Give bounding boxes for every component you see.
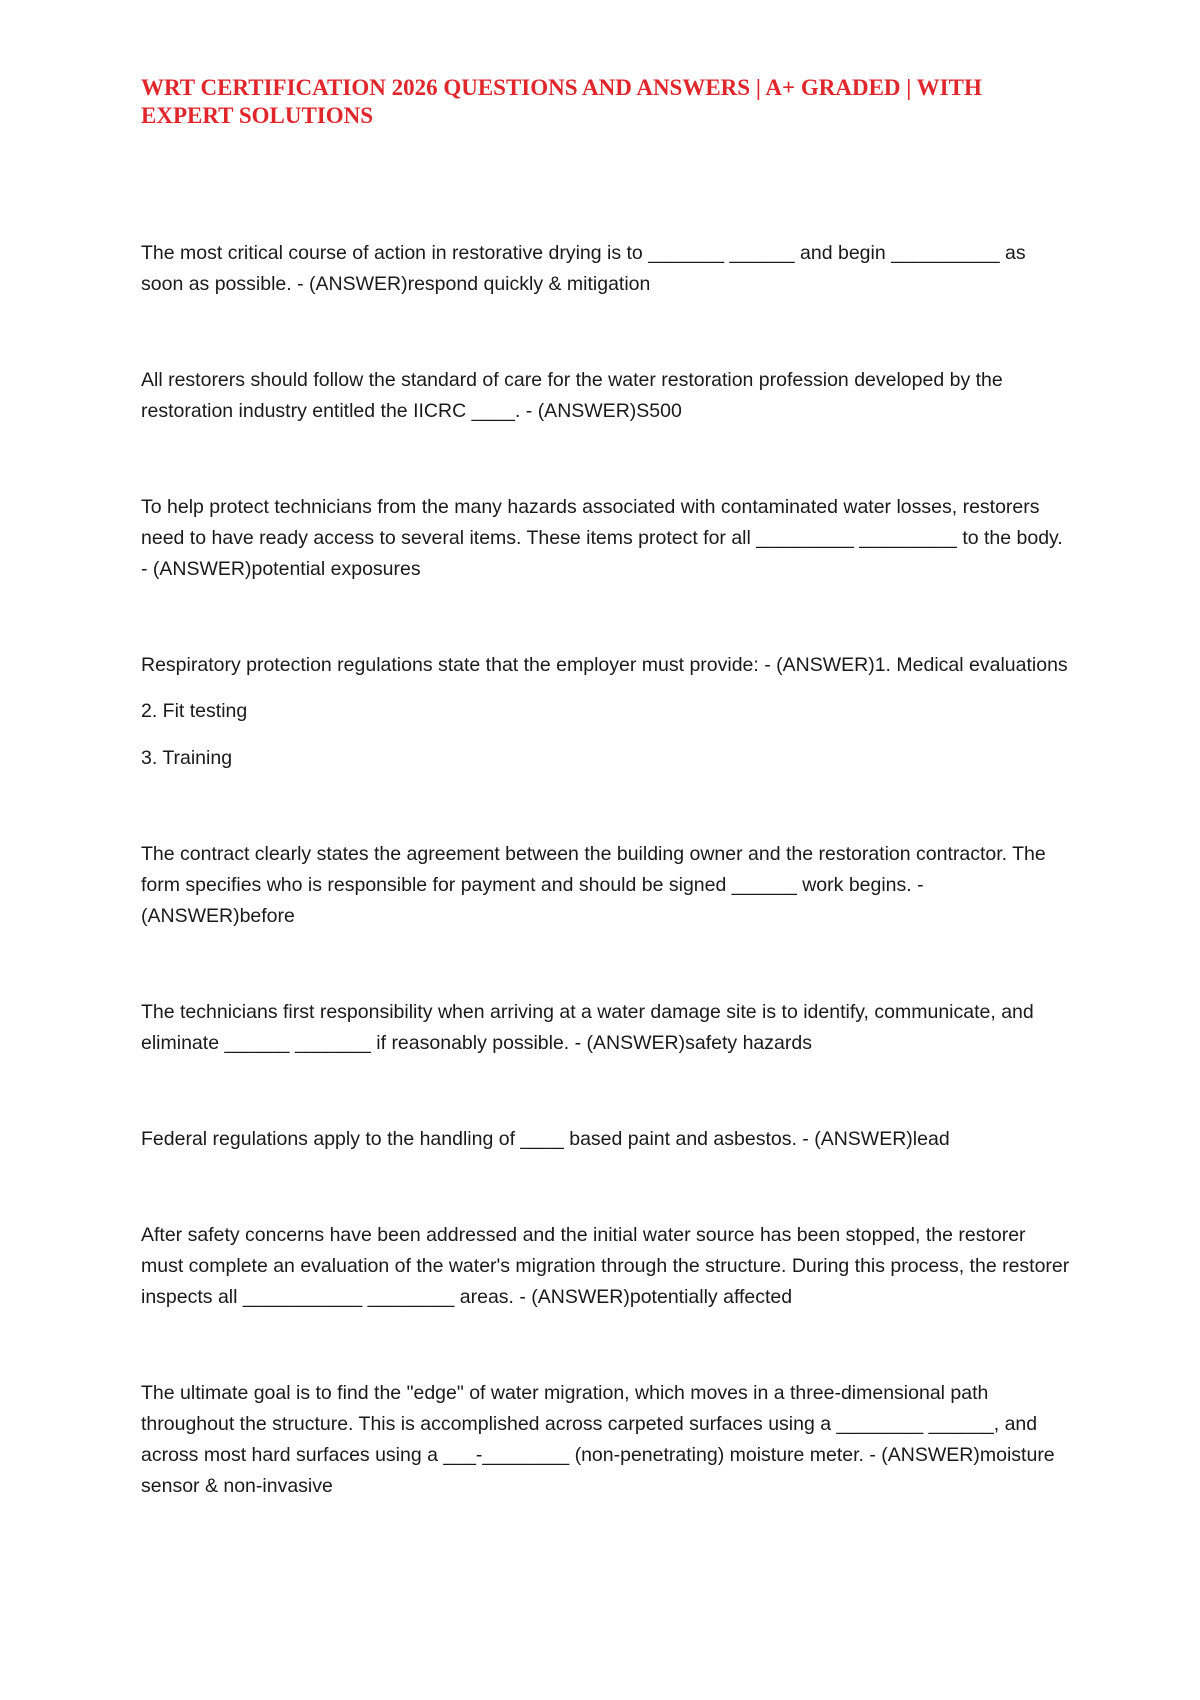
qa-text: The contract clearly states the agreement between the building owner and the restoration contractor. The form specifies who is responsible for payment and should be signed ______ work begins. - (ANSWER)before xyxy=(141,843,1046,927)
qa-item-7 xyxy=(141,1124,1071,1155)
qa-text: The most critical course of action in restorative drying is to _______ ______ and begin __________ as soon as possible. - (ANSWER)respond quickly & mitigation xyxy=(141,242,1026,295)
qa-item-3 xyxy=(141,492,1071,585)
qa-text: After safety concerns have been addressed and the initial water source has been stopped, the restorer must complete an evaluation of the water's migration through the structure. During this process, the restorer inspects all ___________ ________ areas. - (ANSWER)potentially affected xyxy=(141,1224,1070,1308)
qa-list-entry: 3. Training xyxy=(141,747,233,769)
qa-item-4 xyxy=(141,650,1071,774)
qa-text: The ultimate goal is to find the "edge" of water migration, which moves in a three-dimensional path throughout the structure. This is accomplished across carpeted surfaces using a ________ ______, and across most hard surfaces using a ___-________ (non-penetrating) moisture meter. - (ANSWER)moisture sensor & non-invasive xyxy=(141,1382,1055,1497)
qa-text: To help protect technicians from the many hazards associated with contaminated water losses, restorers need to have ready access to several items. These items protect for all _________ _________ to the body. - (ANSWER)potential exposures xyxy=(141,496,1063,580)
qa-item-5 xyxy=(141,839,1071,932)
document-title: WRT CERTIFICATION 2026 QUESTIONS AND ANSWERS | A+ GRADED | WITH EXPERT SOLUTIONS xyxy=(141,75,982,128)
qa-list-entry: 2. Fit testing xyxy=(141,700,248,722)
qa-text: All restorers should follow the standard of care for the water restoration profession developed by the restoration industry entitled the IICRC ____. - (ANSWER)S500 xyxy=(141,369,1003,422)
qa-item-8 xyxy=(141,1220,1071,1313)
qa-item-2 xyxy=(141,365,1071,427)
qa-text: Respiratory protection regulations state that the employer must provide: - (ANSWER)1. Medical evaluations xyxy=(141,654,1068,676)
qa-item-9 xyxy=(141,1378,1071,1502)
qa-item-6 xyxy=(141,997,1071,1059)
qa-text: The technicians first responsibility when arriving at a water damage site is to identify, communicate, and eliminate ______ _______ if reasonably possible. - (ANSWER)safety hazards xyxy=(141,1001,1034,1054)
qa-item-1 xyxy=(141,238,1071,300)
qa-text: Federal regulations apply to the handling of ____ based paint and asbestos. - (ANSWER)lead xyxy=(141,1128,950,1150)
qa-list xyxy=(141,238,1071,1567)
